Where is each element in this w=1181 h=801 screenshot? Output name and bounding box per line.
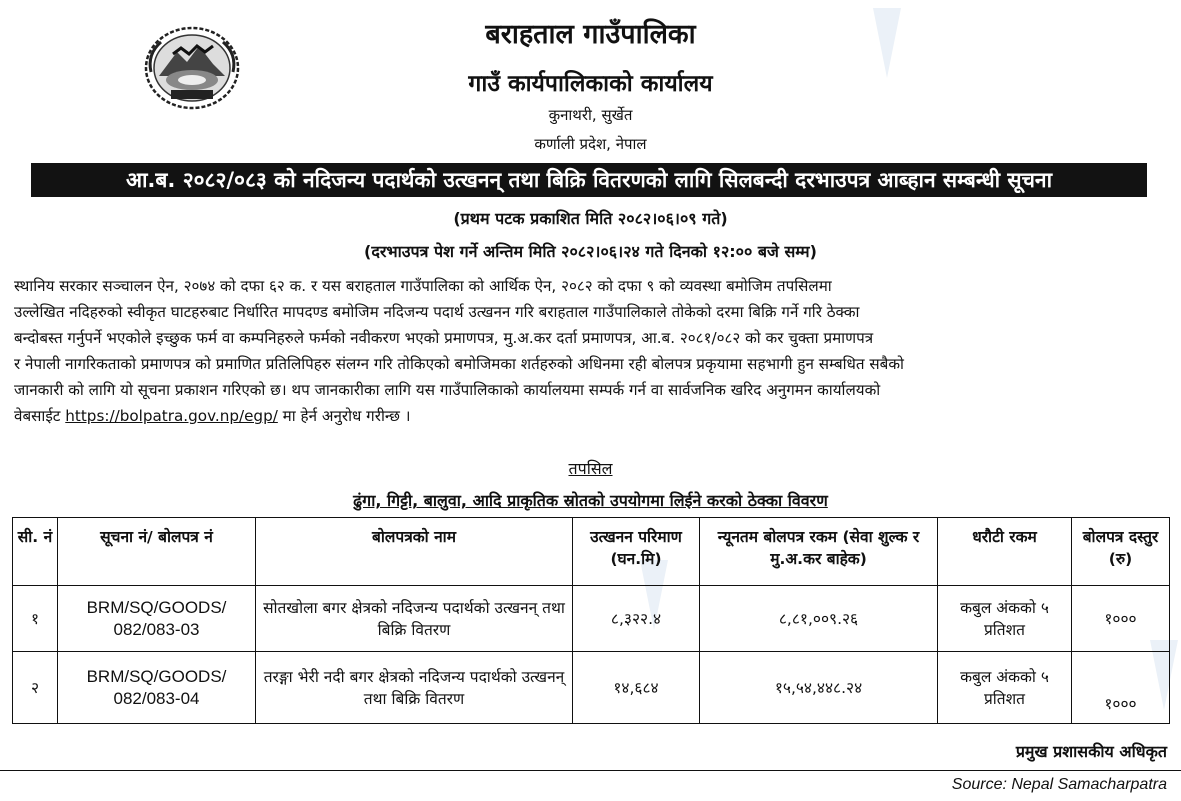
notice-body [14,273,1166,429]
col-header-notice-no: सूचना नं/ बोलपत्र नं [58,518,256,586]
col-header-sn: सी. नं [13,518,58,586]
table-row [13,586,1170,652]
notice-title-banner: आ.ब. २०८२/०८३ को नदिजन्य पदार्थको उत्खनन् तथा बिक्रि वितरणको लागि सिलबन्दी दरभाउपत्र आब्हान सम्बन्धी सूचना [31,163,1147,197]
cell-deposit: कबुल अंकको ५ प्रतिशत [938,652,1072,724]
schedule-subheading-text: ढुंगा, गिट्टी, बालुवा, आदि प्राकृतिक स्रोतको उपयोगमा लिईने करको ठेक्का विवरण [353,491,828,510]
body-website-label: वेबसाईट [14,407,61,425]
schedule-heading [0,457,1181,479]
cell-min-amount: ८,८१,००९.२६ [700,586,938,652]
cell-min-amount: १५,५४,४४८.२४ [700,652,938,724]
cell-deposit: कबुल अंकको ५ प्रतिशत [938,586,1072,652]
cell-notice-no: BRM/SQ/GOODS/ 082/083-03 [58,586,256,652]
cell-fee: १००० [1072,652,1170,724]
col-header-fee: बोलपत्र दस्तुर (रु) [1072,518,1170,586]
source-divider [0,770,1181,771]
source-credit: Source: Nepal Samacharpatra [951,776,1167,793]
signatory-title: प्रमुख प्रशासकीय अधिकृत [1015,742,1167,761]
address-line-2: कर्णाली प्रदेश, नेपाल [534,135,647,153]
address-line-1: कुनाथरी, सुर्खेत [548,106,633,124]
body-line: र नेपाली नागरिकताको प्रमाणपत्र को प्रमाणित प्रतिलिपिहरु संलग्न गरि तोकिएको बमोजिमका शर्तहरुको अधिनमा रही बोलपत्र प्रकृयामा सहभागी हुन सम्बधित सबैको [14,355,904,373]
cell-tender-name: सोतखोला बगर क्षेत्रको नदिजन्य पदार्थको उत्खनन् तथा बिक्रि वितरण [256,586,573,652]
municipality-name: बराहताल गाउँपालिका [485,19,696,50]
col-header-quantity: उत्खनन परिमाण (घन.मि) [573,518,700,586]
cell-fee: १००० [1072,586,1170,652]
body-line: स्थानिय सरकार सञ्चालन ऐन, २०७४ को दफा ६२ क. र यस बराहताल गाउँपालिका को आर्थिक ऐन, २०८२ को दफा ९ को व्यवस्था बमोजिम तपसिलमा [14,277,832,295]
body-line-last [14,403,1166,429]
body-line: बन्दोबस्त गर्नुपर्ने भएकोले इच्छुक फर्म वा कम्पनिहरुले फर्मको नवीकरण भएको प्रमाणपत्र, मु.अ.कर दर्ता प्रमाणपत्र, आ.ब. २०८१/०८२ को कर चुक्ता प्रमाणपत्र [14,329,874,347]
egp-website-link[interactable]: https://bolpatra.gov.np/egp/ [65,407,278,425]
office-name: गाउँ कार्यपालिकाको कार्यालय [468,71,713,97]
cell-sn: २ [13,652,58,724]
submission-deadline: (दरभाउपत्र पेश गर्ने अन्तिम मिति २०८२।०६।२४ गते दिनको १२:०० बजे सम्म) [364,242,817,261]
col-header-tender-name: बोलपत्रको नाम [256,518,573,586]
cell-quantity: १४,६८४ [573,652,700,724]
cell-sn: १ [13,586,58,652]
tender-table [12,517,1170,724]
body-request-text: मा हेर्न अनुरोध गरीन्छ । [282,407,411,425]
schedule-heading-text: तपसिल [568,459,613,478]
cell-notice-no: BRM/SQ/GOODS/ 082/083-04 [58,652,256,724]
body-line: जानकारी को लागि यो सूचना प्रकाशन गरिएको छ। थप जानकारीका लागि यस गाउँपालिकाको कार्यालयमा सम्पर्क गर्न वा सार्वजनिक खरिद अनुगमन कार्यालयको [14,381,881,399]
col-header-min-amount: न्यूनतम बोलपत्र रकम (सेवा शुल्क र मु.अ.कर बाहेक) [700,518,938,586]
table-header-row [13,518,1170,586]
col-header-deposit: धरौटी रकम [938,518,1072,586]
cell-tender-name: तरङ्गा भेरी नदी बगर क्षेत्रको नदिजन्य पदार्थको उत्खनन् तथा बिक्रि वितरण [256,652,573,724]
cell-quantity: ८,३२२.४ [573,586,700,652]
first-published-date: (प्रथम पटक प्रकाशित मिति २०८२।०६।०९ गते) [453,209,728,228]
schedule-subheading [0,489,1181,511]
body-line: उल्लेखित नदिहरुको स्वीकृत घाटहरुबाट निर्धारित मापदण्ड बमोजिम नदिजन्य पदार्थ उत्खनन गरि बराहताल गाउँपालिकाले तोकेको दरमा बिक्रि गर्ने गरि ठेक्का [14,303,860,321]
table-row [13,652,1170,724]
